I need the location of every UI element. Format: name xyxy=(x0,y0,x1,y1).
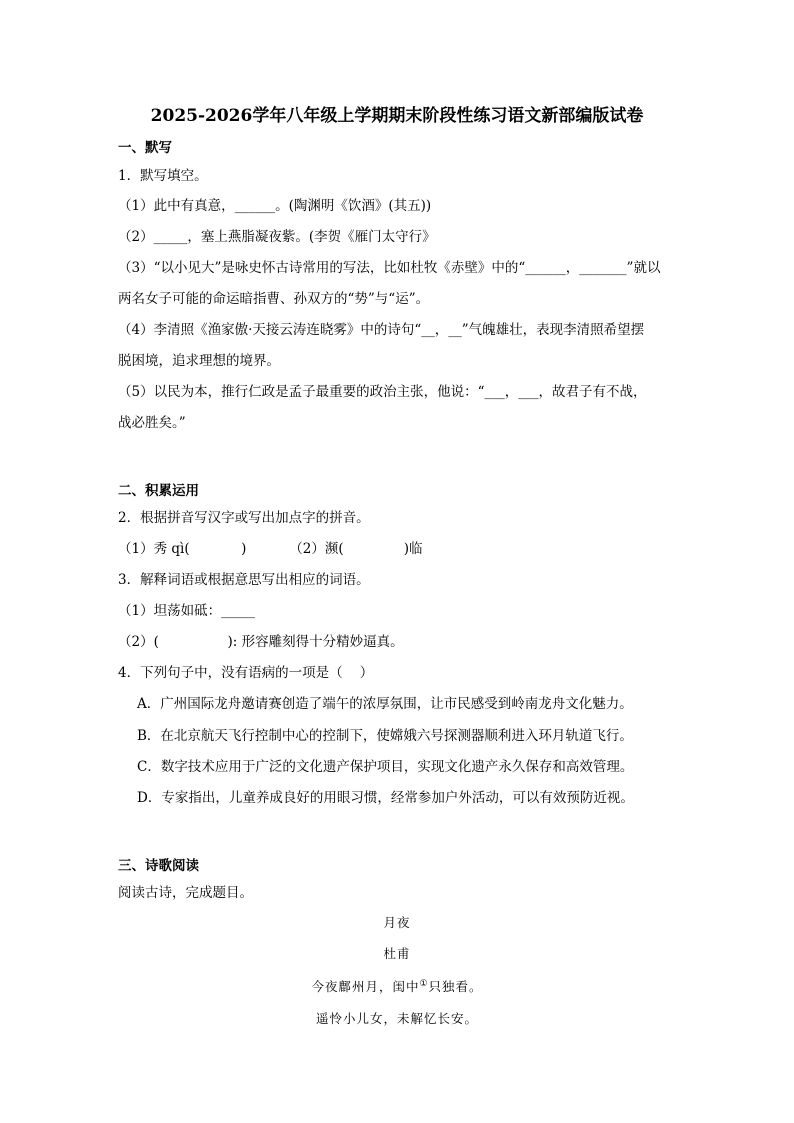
section-heading-dictation: 一、默写 xyxy=(118,140,172,156)
question-1-part-5-line-1: （5）以民为本，推行仁政是孟子最重要的政治主张，他说：“___，___，故君子有不战， xyxy=(118,384,647,400)
question-3-part-2: （2）( ): 形容雕刻得十分精妙逼真。 xyxy=(118,634,404,650)
question-4-stem: 4．下列句子中，没有语病的一项是（ ） xyxy=(118,665,374,681)
question-1-part-4-line-1: （4）李清照《渔家傲·天接云涛连晓雾》中的诗句“__，__”气魄雄壮，表现李清照希望摆 xyxy=(118,322,645,338)
question-4-option-a: A．广州国际龙舟邀请赛创造了端午的浓厚氛围，让市民感受到岭南龙舟文化魅力。 xyxy=(137,696,633,712)
exam-title: 2025-2026学年八年级上学期期末阶段性练习语文新部编版试卷 xyxy=(150,106,644,126)
question-3-part-1: （1）坦荡如砥：_____ xyxy=(118,603,255,619)
poem-line-1 xyxy=(0,975,794,996)
question-5-intro: 阅读古诗，完成题目。 xyxy=(118,885,253,901)
question-1-part-3-line-1: （3）“以小见大”是咏史怀古诗常用的写法，比如杜牧《赤壁》中的“______，_______”就以 xyxy=(118,260,661,276)
question-4-option-d: D．专家指出，儿童养成良好的用眼习惯，经常参加户外活动，可以有效预防近视。 xyxy=(137,790,634,806)
question-4-option-b: B．在北京航天飞行控制中心的控制下，使嫦娥六号探测器顺利进入环月轨道飞行。 xyxy=(137,728,633,744)
section-heading-poetry: 三、诗歌阅读 xyxy=(118,858,199,874)
question-2-line: （1）秀 qì( ) （2）濒( )临 xyxy=(118,541,423,557)
poem-title: 月夜 xyxy=(383,915,411,930)
footnote-marker: ① xyxy=(419,979,429,989)
section-heading-accumulation: 二、积累运用 xyxy=(118,483,199,499)
question-4-option-c: C．数字技术应用于广泛的文化遗产保护项目，实现文化遗产永久保存和高效管理。 xyxy=(137,759,634,775)
question-1-part-5-line-2: 战必胜矣。” xyxy=(118,415,186,431)
question-3-stem: 3．解释词语或根据意思写出相应的词语。 xyxy=(118,572,370,588)
poem-line-1-start: 今夜鄜州月，闺中 xyxy=(311,979,420,995)
question-2-stem: 2．根据拼音写汉字或写出加点字的拼音。 xyxy=(118,510,370,526)
poem-author: 杜甫 xyxy=(383,946,411,961)
question-1-part-3-line-2: 两名女子可能的命运暗指曹、孙双方的“势”与“运”。 xyxy=(118,291,430,307)
question-1-stem: 1．默写填空。 xyxy=(118,168,208,184)
question-1-part-2: （2）_____，塞上燕脂凝夜紫。(李贺《雁门太守行》 xyxy=(118,229,436,245)
poem-line-2: 遥怜小儿女，未解忆长安。 xyxy=(315,1011,478,1026)
question-1-part-1: （1）此中有真意，______。(陶渊明《饮酒》(其五)) xyxy=(118,198,432,214)
poem-line-1-end: 只独看。 xyxy=(428,979,483,995)
question-1-part-4-line-2: 脱困境，追求理想的境界。 xyxy=(118,353,280,369)
